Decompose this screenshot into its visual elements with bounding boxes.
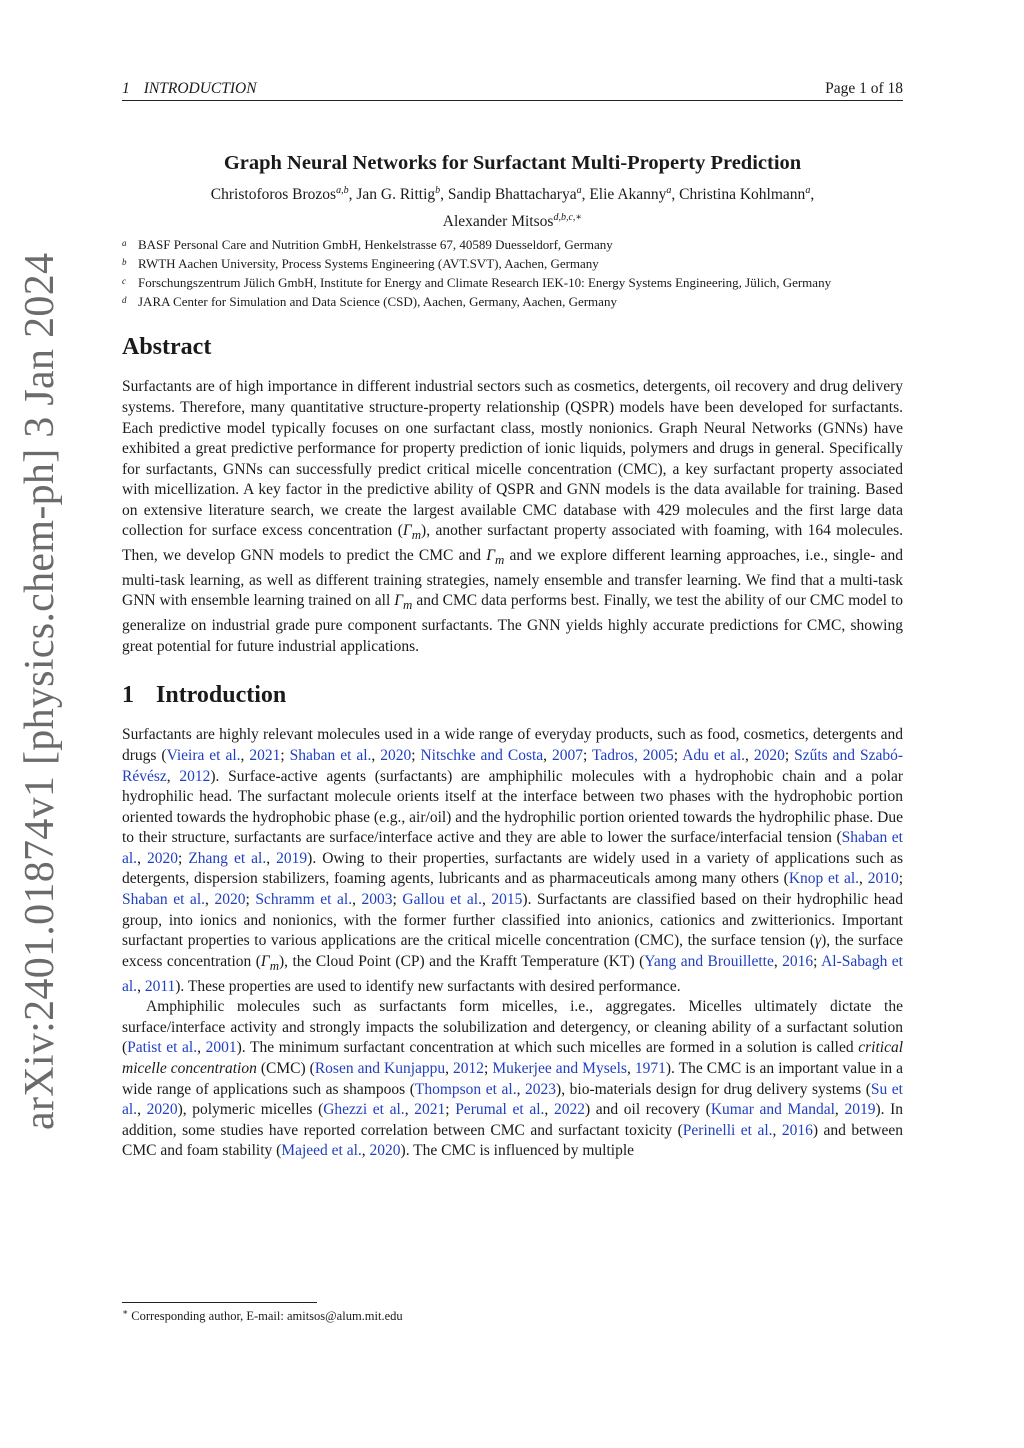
gamma-m-symbol: $\Gamma_m$ <box>402 522 422 543</box>
citation-link[interactable]: 2016 <box>782 952 814 970</box>
citation-link[interactable]: Szűts and Szabó-Révész <box>122 746 904 785</box>
abstract-heading: Abstract <box>122 334 212 361</box>
citation-link[interactable]: 2019 <box>276 849 308 867</box>
corresponding-author-footnote: ∗ Corresponding author, E-mail: amitsos@alum.mit.edu <box>122 1307 403 1324</box>
citation-link[interactable]: 2020 <box>146 1101 178 1119</box>
emphasized-term: critical micelle concentration <box>122 1039 904 1077</box>
author: Sandip Bhattacharya$^a$ <box>447 185 582 204</box>
citation-link[interactable]: Majeed et al. <box>281 1142 362 1160</box>
citation-link[interactable]: 2020 <box>369 1142 401 1160</box>
citation-link[interactable]: Ghezzi et al. <box>323 1101 405 1119</box>
citation-link[interactable]: Mukerjee and Mysels <box>492 1059 627 1077</box>
gamma-symbol: γ <box>815 932 822 950</box>
citation-link[interactable]: Zhang et al. <box>188 849 267 867</box>
introduction-paragraph-1: Surfactants are highly relevant molecules used in a wide range of everyday products, such as food, cosmetics, detergents and drugs (Vieira et al., 2021; Shaban et al., 2020; Nitschke and Costa, 2007; Tadros, 2005; Adu et al., 2020; Szűts and Szabó-Révész, 2012). Surface-active agents (surfactants) are amphiphilic molecules with a hydrophobic chain and a polar hydrophilic head. The surfactant molecule orients itself at the interface between two phases with the hydrophobic portion oriented towards the hydrophobic phase (e.g., air/oil) and the hydrophilic portion oriented towards the hydrophilic phase. Due to their structure, surfactants are surface/interface active and they are able to lower the surface/interfacial tension (Shaban et al., 2020; Zhang et al., 2019). Owing to their properties, surfactants are widely used in a variety of applications such as detergents, dispersion stabilizers, foaming agents, lubricants and as pharmaceuticals among many others (Knop et al., 2010; Shaban et al., 2020; Schramm et al., 2003; Gallou et al., 2015). Surfactants are classified based on their hydrophilic head group, into ionics and nonionics, with the former further classified into anionics, cationics and zwitterionics. Important surfactant properties to various applications are the critical micelle concentration (CMC), the surface tension (γ), the surface excess concentration $(\Gamma_m)$, the Cloud Point (CP) and the Krafft Temperature (KT) (Yang and Brouillette, 2016; Al-Sabagh et al., 2011). These properties are used to identify new surfactants with desired performance. <box>122 726 904 995</box>
introduction-heading: 1 Introduction <box>122 682 287 709</box>
citation-link[interactable]: Nitschke and Costa <box>420 746 544 764</box>
citation-link[interactable]: Perinelli et al. <box>682 1121 773 1139</box>
citation-link[interactable]: 2021 <box>414 1101 446 1119</box>
citation-link[interactable]: 2022 <box>553 1101 585 1119</box>
citation-link[interactable]: Kumar and Mandal <box>710 1101 835 1119</box>
citation-link[interactable]: Gallou et al. <box>402 891 482 909</box>
gamma-m-symbol: $\Gamma_m$ <box>394 592 413 613</box>
citation-link[interactable]: 2021 <box>249 746 281 764</box>
affiliation: c Forschungszentrum Jülich GmbH, Institute for Energy and Climate Research IEK-10: Energy Systems Engineering, Jülich, Germany <box>122 275 832 291</box>
citation-link[interactable]: 1971 <box>634 1059 666 1077</box>
citation-link[interactable]: Yang and Brouillette <box>644 952 774 970</box>
affiliation: b RWTH Aachen University, Process Systems Engineering (AVT.SVT), Aachen, Germany <box>122 256 599 272</box>
author-list: Christoforos Brozos$^{a,b}$, Jan G. Rittig$^b$, Sandip Bhattacharya$^a$, Elie Akanny$^a$, Christina Kohlmann$^a$, Alexander Mitsos$^{d,b,c,∗}$ <box>210 185 815 231</box>
citation-link[interactable]: 2012 <box>179 767 211 785</box>
citation-link[interactable]: Shaban et al. <box>122 829 903 867</box>
citation-link[interactable]: 2020 <box>380 746 412 764</box>
gamma-m-symbol: $\Gamma_m$ <box>260 952 280 973</box>
citation-link[interactable]: 2015 <box>491 891 523 909</box>
affiliation: d JARA Center for Simulation and Data Science (CSD), Aachen, Germany, Aachen, Germany <box>122 294 617 310</box>
author: Christoforos Brozos$^{a,b}$ <box>210 185 349 204</box>
abstract-body: Surfactants are of high importance in different industrial sectors such as cosmetics, detergents, oil recovery and drug delivery systems. Therefore, many quantitative structure-property relationship (QSPR) models have been developed for surfactants. Each predictive model typically focuses on one surfactant class, mostly nonionics. Graph Neural Networks (GNNs) have exhibited a great predictive performance for property prediction of ionic liquids, polymers and drugs in general. Specifically for surfactants, GNNs can successfully predict critical micelle concentration (CMC), a key surfactant property associated with micellization. A key factor in the predictive ability of QSPR and GNN models is the data available for training. Based on extensive literature search, we create the largest available CMC database with 429 molecules and the first large data collection for surface excess concentration $(\Gamma_m)$, another surfactant property associated with foaming, with 164 molecules. Then, we develop GNN models to predict the CMC and $\Gamma_m$ and we explore different learning approaches, i.e., single- and multi-task learning, as well as different training strategies, namely ensemble and transfer learning. We find that a multi-task GNN with ensemble learning trained on all $\Gamma_m$ and CMC data performs best. Finally, we test the ability of our CMC model to generalize on industrial grade pure component surfactants. The GNN yields highly accurate predictions for CMC, showing great potential for future industrial applications. <box>122 378 903 655</box>
citation-link[interactable]: Su et al. <box>122 1080 903 1119</box>
citation-link[interactable]: 2019 <box>844 1101 876 1119</box>
citation-link[interactable]: 2023 <box>525 1080 557 1098</box>
introduction-paragraph-2: Amphiphilic molecules such as surfactants form micelles, i.e., aggregates. Micelles ultimately dictate the surface/interface activity and strongly impacts the solubilization and detergency, or cleaning ability of a surfactant solution (Patist et al., 2001). The minimum surfactant concentration at which such micelles are formed in a solution is called critical micelle concentration (CMC) (Rosen and Kunjappu, 2012; Mukerjee and Mysels, 1971). The CMC is an important value in a wide range of applications such as shampoos (Thompson et al., 2023), bio-materials design for drug delivery systems (Su et al., 2020), polymeric micelles (Ghezzi et al., 2021; Perumal et al., 2022) and oil recovery (Kumar and Mandal, 2019). In addition, some studies have reported correlation between CMC and surfactant toxicity (Perinelli et al., 2016) and between CMC and foam stability (Majeed et al., 2020). The CMC is influenced by multiple <box>122 998 904 1160</box>
author: Alexander Mitsos$^{d,b,c,∗}$ <box>442 212 583 231</box>
citation-link[interactable]: 2010 <box>867 870 899 888</box>
running-head-section: 1 INTRODUCTION <box>122 80 257 97</box>
affiliation: a BASF Personal Care and Nutrition GmbH, Henkelstrasse 67, 40589 Duesseldorf, Germany <box>122 237 613 253</box>
gamma-m-symbol: $\Gamma_m$ <box>486 547 505 568</box>
citation-link[interactable]: Shaban et al. <box>289 746 372 764</box>
author: Christina Kohlmann$^a$ <box>679 185 811 204</box>
citation-link[interactable]: 2003 <box>361 891 393 909</box>
author: Jan G. Rittig$^b$ <box>356 185 441 204</box>
paper-title: Graph Neural Networks for Surfactant Multi-Property Prediction <box>223 152 802 174</box>
citation-link[interactable]: Rosen and Kunjappu <box>314 1059 446 1077</box>
paper-page <box>122 80 903 1162</box>
citation-link[interactable]: Schramm et al. <box>255 891 353 909</box>
citation-link[interactable]: 2016 <box>781 1121 813 1139</box>
author: Elie Akanny$^a$ <box>589 185 672 204</box>
arxiv-identifier-stamp: arXiv:2401.01874v1 [physics.chem-ph] 3 Jan 2024 <box>17 252 63 1130</box>
citation-link[interactable]: Thompson et al. <box>414 1080 517 1098</box>
citation-link[interactable]: 2012 <box>453 1059 485 1077</box>
citation-link[interactable]: Adu et al. <box>682 746 746 764</box>
citation-link[interactable]: 2020 <box>214 891 246 909</box>
affiliation-list <box>122 237 903 310</box>
citation-link[interactable]: Perumal et al. <box>455 1101 545 1119</box>
citation-link[interactable]: Knop et al. <box>788 870 860 888</box>
citation-link[interactable]: 2001 <box>205 1039 237 1057</box>
page-number: Page 1 of 18 <box>825 80 903 97</box>
citation-link[interactable]: 2020 <box>753 746 785 764</box>
citation-link[interactable]: Al-Sabagh et al. <box>122 952 903 995</box>
citation-link[interactable]: Shaban et al. <box>122 891 205 909</box>
footnote-rule <box>122 1302 317 1303</box>
citation-link[interactable]: Tadros, 2005 <box>591 746 674 764</box>
citation-link[interactable]: 2011 <box>144 977 176 995</box>
running-head <box>122 80 903 101</box>
citation-link[interactable]: 2007 <box>552 746 583 764</box>
citation-link[interactable]: 2020 <box>146 849 178 867</box>
citation-link[interactable]: Patist et al. <box>127 1039 198 1057</box>
citation-link[interactable]: Vieira et al. <box>166 746 241 764</box>
